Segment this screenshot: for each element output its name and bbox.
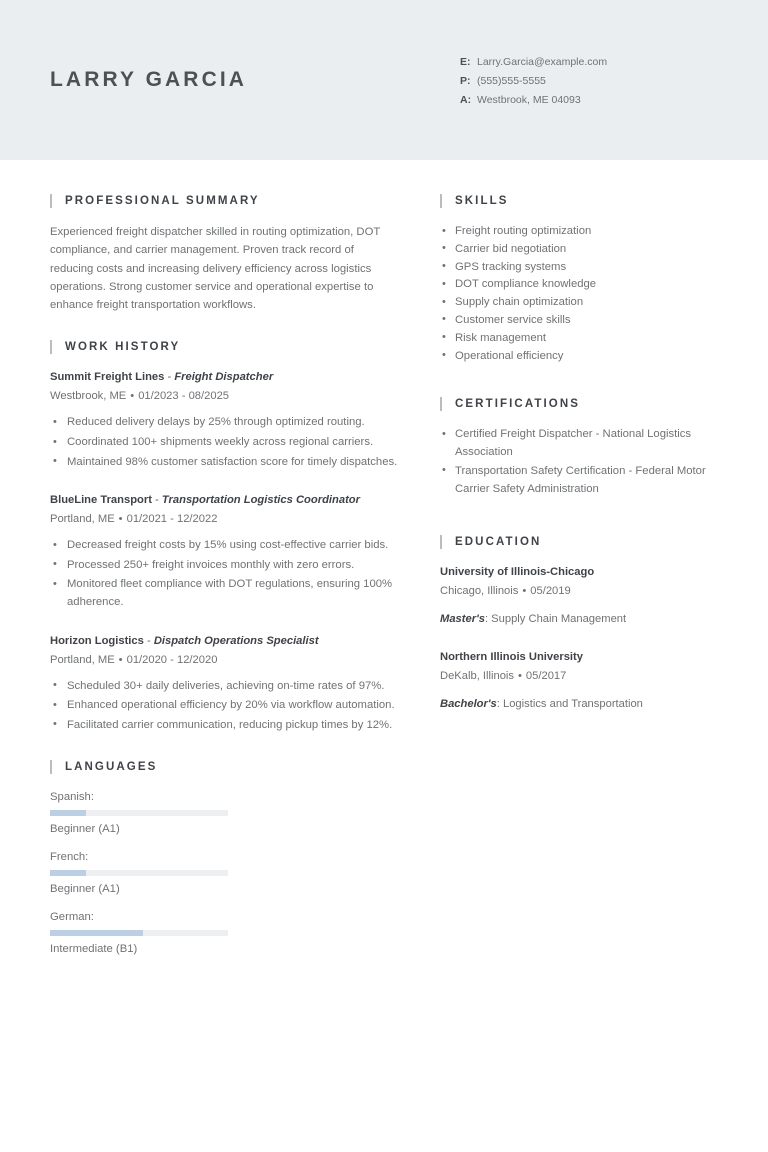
heading-accent-bar-icon bbox=[440, 194, 442, 208]
language-proficiency-track bbox=[50, 810, 228, 816]
contact-value-email[interactable]: Larry.Garcia@example.com bbox=[477, 55, 608, 68]
job-bullet: • Reduced delivery delays by 25% through optimized routing. bbox=[50, 414, 400, 432]
education-school: University of Illinois-Chicago bbox=[440, 565, 595, 578]
bullet-dot-icon: • bbox=[518, 669, 522, 682]
contact-value-address: Westbrook, ME 04093 bbox=[477, 93, 581, 106]
job-bullet: • Scheduled 30+ daily deliveries, achieving on-time rates of 97%. bbox=[50, 678, 400, 696]
education-school: Northern Illinois University bbox=[440, 650, 583, 663]
language-proficiency-fill bbox=[50, 870, 86, 876]
certification-item: • Transportation Safety Certification - Federal Motor Carrier Safety Administration bbox=[440, 463, 718, 499]
job-bullet: • Maintained 98% customer satisfaction score for timely dispatches. bbox=[50, 454, 400, 472]
job-bullet: • Monitored fleet compliance with DOT regulations, ensuring 100% adherence. bbox=[50, 576, 400, 611]
job-role: Dispatch Operations Specialist bbox=[153, 634, 319, 647]
job-bullet: • Enhanced operational efficiency by 20% via workflow automation. bbox=[50, 697, 400, 715]
language-level: Beginner (A1) bbox=[50, 883, 120, 896]
heading-accent-bar-icon bbox=[50, 340, 52, 354]
section-heading-professional-summary bbox=[50, 194, 400, 208]
job-location: Portland, ME bbox=[50, 513, 115, 526]
certification-item: • Certified Freight Dispatcher - National Logistics Association bbox=[440, 426, 718, 462]
professional-summary-text: Experienced freight dispatcher skilled in routing optimization, DOT compliance, and carrier management. Proven track record of reducing costs and increasing delivery efficiency across logistics operations. Strong customer service and operational expertise to enhance freight transportation workflows. bbox=[50, 226, 381, 312]
language-item bbox=[50, 849, 246, 898]
job-location: Portland, ME bbox=[50, 653, 115, 666]
left-column bbox=[50, 194, 428, 995]
heading-accent-bar-icon bbox=[440, 397, 442, 411]
job-meta bbox=[50, 387, 400, 405]
contact-row-email bbox=[460, 53, 607, 72]
section-heading-certifications bbox=[440, 397, 718, 411]
language-level: Beginner (A1) bbox=[50, 823, 120, 836]
candidate-name: LARRY GARCIA bbox=[50, 68, 248, 92]
job-separator: - bbox=[143, 634, 154, 647]
languages-grid bbox=[50, 789, 400, 969]
job-title-line bbox=[50, 633, 400, 650]
section-certifications bbox=[440, 397, 718, 498]
education-degree-label: Master's bbox=[440, 612, 485, 625]
bullet-dot-icon: • bbox=[522, 584, 527, 597]
education-entry bbox=[440, 564, 718, 628]
job-bullet: • Decreased freight costs by 15% using cost-effective carrier bids. bbox=[50, 537, 400, 555]
job-dates: 01/2020 - 12/2020 bbox=[126, 653, 218, 666]
education-degree-field: Logistics and Transportation bbox=[502, 697, 643, 710]
heading-accent-bar-icon bbox=[440, 535, 442, 549]
skill-item: • DOT compliance knowledge bbox=[440, 276, 718, 294]
education-meta bbox=[440, 582, 718, 600]
education-entry bbox=[440, 649, 718, 713]
job-role: Transportation Logistics Coordinator bbox=[161, 494, 360, 507]
language-level: Intermediate (B1) bbox=[50, 943, 138, 956]
section-heading-work-history bbox=[50, 340, 400, 354]
job-bullet-list bbox=[50, 678, 400, 735]
bullet-dot-icon: • bbox=[118, 513, 123, 526]
heading-accent-bar-icon bbox=[50, 194, 52, 208]
job-separator: - bbox=[151, 494, 162, 507]
education-degree-separator: : bbox=[496, 697, 503, 710]
contact-label-phone: P: bbox=[460, 74, 471, 87]
education-location: DeKalb, Illinois bbox=[440, 669, 514, 682]
job-title-line bbox=[50, 492, 400, 509]
contact-label-email: E: bbox=[460, 55, 471, 68]
job-company: BlueLine Transport bbox=[50, 494, 152, 507]
education-degree bbox=[440, 696, 718, 713]
language-proficiency-track bbox=[50, 870, 228, 876]
section-title-text: PROFESSIONAL SUMMARY bbox=[65, 195, 260, 207]
language-name: French: bbox=[50, 851, 89, 864]
work-history-entry bbox=[50, 492, 400, 611]
work-history-entry bbox=[50, 633, 400, 735]
skill-item: • GPS tracking systems bbox=[440, 259, 718, 277]
section-professional-summary bbox=[50, 194, 400, 314]
job-title-line bbox=[50, 369, 400, 386]
job-role: Freight Dispatcher bbox=[174, 371, 274, 384]
section-education bbox=[440, 535, 718, 713]
contact-label-address: A: bbox=[460, 93, 472, 106]
job-location: Westbrook, ME bbox=[50, 390, 127, 403]
job-company: Summit Freight Lines bbox=[50, 371, 165, 384]
section-title-text: LANGUAGES bbox=[65, 761, 158, 774]
job-meta bbox=[50, 651, 400, 669]
education-degree-label: Bachelor's bbox=[440, 697, 497, 710]
language-name: Spanish: bbox=[50, 791, 94, 804]
contact-value-phone[interactable]: (555)555-5555 bbox=[477, 74, 546, 87]
education-degree-separator: : bbox=[484, 612, 492, 625]
resume-body bbox=[0, 160, 768, 995]
contact-info-block bbox=[460, 51, 607, 110]
education-degree bbox=[440, 611, 718, 628]
education-meta bbox=[440, 667, 718, 685]
section-title-text: CERTIFICATIONS bbox=[455, 398, 581, 411]
resume-header bbox=[0, 0, 768, 160]
section-languages bbox=[50, 760, 400, 969]
certifications-list bbox=[440, 426, 718, 498]
skills-list bbox=[440, 223, 718, 365]
section-skills bbox=[440, 194, 718, 365]
education-date: 05/2017 bbox=[525, 669, 567, 682]
education-location: Chicago, Illinois bbox=[440, 584, 519, 597]
heading-accent-bar-icon bbox=[50, 760, 52, 774]
job-bullet: • Coordinated 100+ shipments weekly across regional carriers. bbox=[50, 434, 400, 452]
section-work-history bbox=[50, 340, 400, 734]
bullet-dot-icon: • bbox=[118, 653, 123, 666]
contact-row-address bbox=[460, 91, 607, 110]
language-item bbox=[50, 909, 246, 958]
section-title-text: WORK HISTORY bbox=[65, 341, 181, 354]
skill-item: • Supply chain optimization bbox=[440, 294, 718, 312]
job-company: Horizon Logistics bbox=[50, 634, 144, 647]
work-history-entry bbox=[50, 369, 400, 471]
skill-item: • Carrier bid negotiation bbox=[440, 241, 718, 259]
skill-item: • Freight routing optimization bbox=[440, 223, 718, 241]
job-dates: 01/2021 - 12/2022 bbox=[126, 513, 218, 526]
section-heading-languages bbox=[50, 760, 400, 774]
section-heading-skills bbox=[440, 194, 718, 208]
skill-item: • Customer service skills bbox=[440, 312, 718, 330]
job-separator: - bbox=[164, 371, 175, 384]
section-heading-education bbox=[440, 535, 718, 549]
job-meta bbox=[50, 510, 400, 528]
education-date: 05/2019 bbox=[530, 584, 571, 597]
job-bullet: • Facilitated carrier communication, reducing pickup times by 12%. bbox=[50, 717, 400, 735]
section-title-text: EDUCATION bbox=[455, 535, 542, 548]
job-bullet: • Processed 250+ freight invoices monthly with zero errors. bbox=[50, 557, 400, 575]
contact-row-phone bbox=[460, 72, 607, 91]
education-degree-field: Supply Chain Management bbox=[491, 612, 627, 625]
section-title-text: SKILLS bbox=[455, 195, 509, 207]
skill-item: • Operational efficiency bbox=[440, 348, 718, 366]
job-bullet-list bbox=[50, 414, 400, 471]
language-item bbox=[50, 789, 246, 838]
bullet-dot-icon: • bbox=[130, 390, 135, 403]
job-dates: 01/2023 - 08/2025 bbox=[138, 390, 230, 403]
skill-item: • Risk management bbox=[440, 330, 718, 348]
language-proficiency-track bbox=[50, 930, 228, 936]
right-column bbox=[428, 194, 718, 995]
language-proficiency-fill bbox=[50, 930, 143, 936]
language-proficiency-fill bbox=[50, 810, 86, 816]
job-bullet-list bbox=[50, 537, 400, 611]
language-name: German: bbox=[50, 911, 94, 924]
